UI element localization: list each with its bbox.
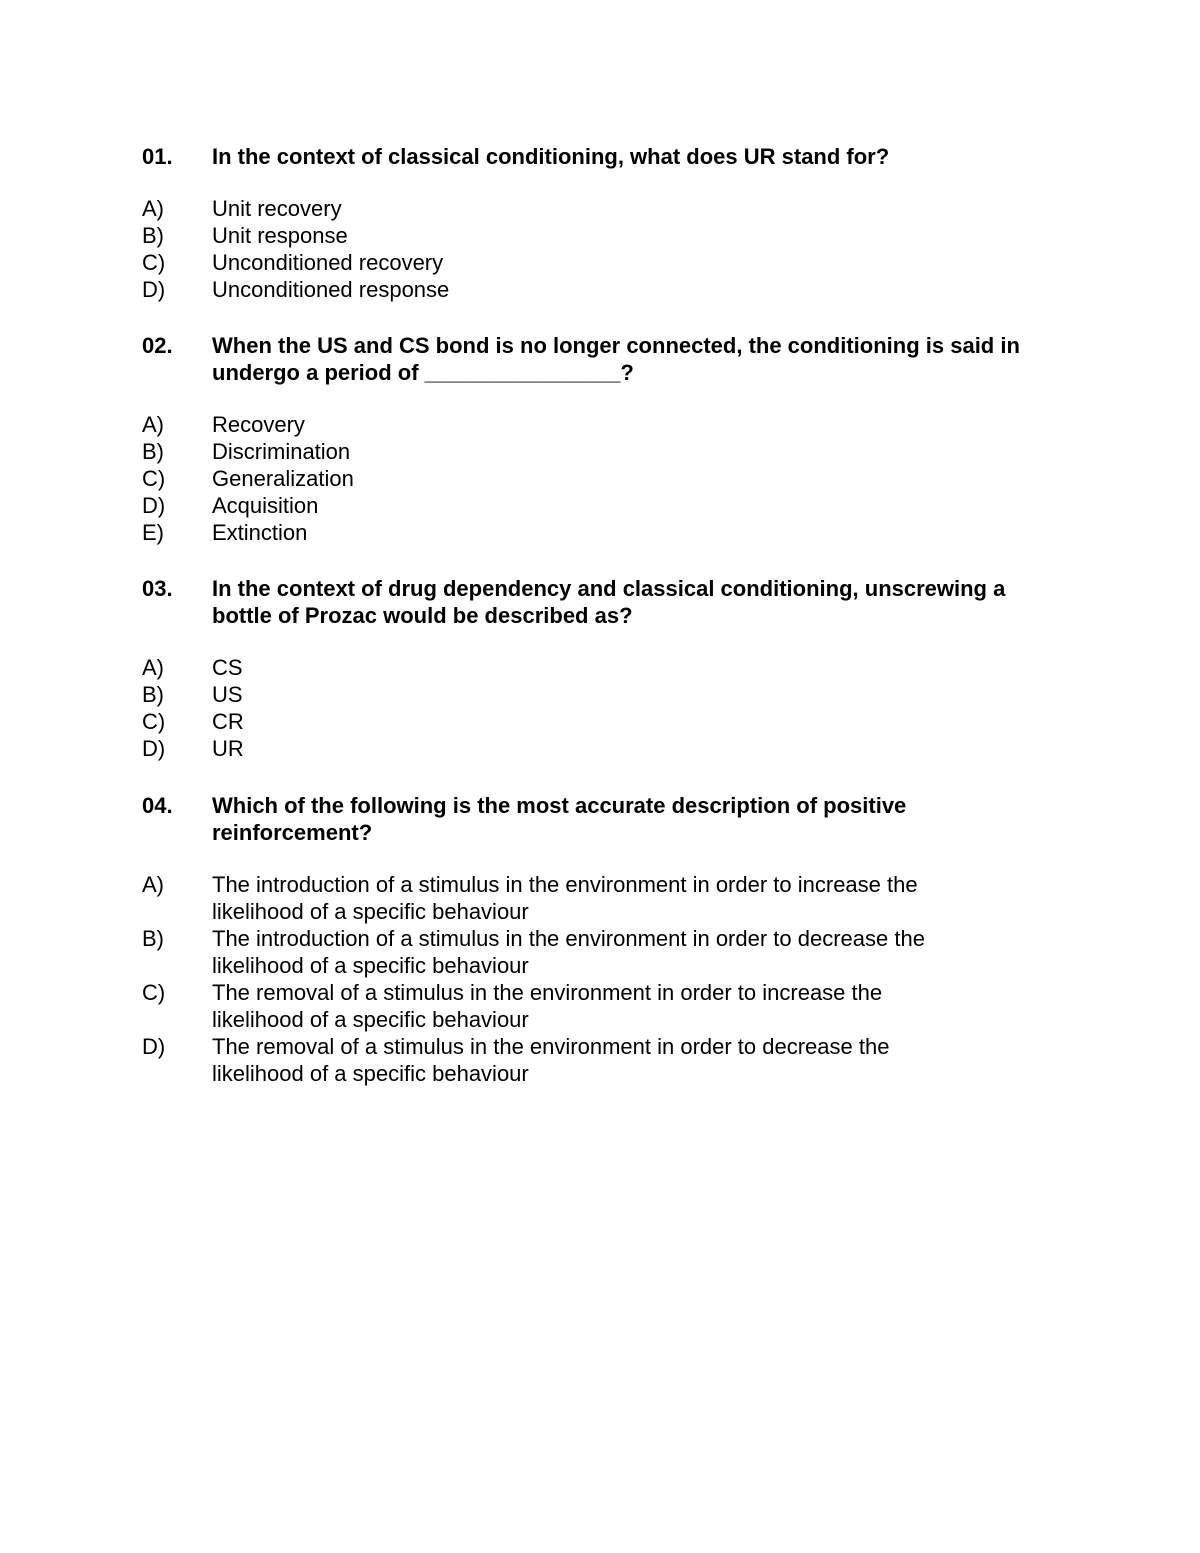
question-number: 02. — [142, 333, 173, 358]
option-text: The removal of a stimulus in the environment in order to increase the likelihood of a specific behaviour — [212, 980, 883, 1032]
question-stem — [142, 575, 1072, 629]
option-letter: B) — [142, 439, 164, 464]
option-text: Unit recovery — [212, 196, 342, 221]
option-b — [142, 438, 1072, 465]
question-number: 01. — [142, 144, 173, 169]
option-list — [142, 654, 1072, 762]
question-stem — [142, 792, 1072, 846]
question-04 — [142, 792, 1072, 1087]
option-a — [142, 411, 1072, 438]
question-text: In the context of classical conditioning, what does UR stand for? — [212, 144, 890, 169]
option-letter: A) — [142, 196, 164, 221]
option-letter: C) — [142, 980, 166, 1005]
option-letter: C) — [142, 250, 166, 275]
option-letter: D) — [142, 736, 166, 761]
option-d — [142, 735, 1072, 762]
option-d — [142, 276, 1072, 303]
option-b — [142, 681, 1072, 708]
option-letter: C) — [142, 709, 166, 734]
option-list — [142, 195, 1072, 303]
option-letter: E) — [142, 520, 164, 545]
option-text: Recovery — [212, 412, 305, 437]
question-01 — [142, 143, 1072, 303]
option-c — [142, 708, 1072, 735]
option-e — [142, 519, 1072, 546]
option-letter: A) — [142, 655, 164, 680]
option-list — [142, 871, 1072, 1087]
question-03 — [142, 575, 1072, 762]
question-stem — [142, 332, 1072, 386]
option-text: Acquisition — [212, 493, 319, 518]
question-02 — [142, 332, 1072, 546]
option-text: Generalization — [212, 466, 354, 491]
option-text: Discrimination — [212, 439, 351, 464]
option-a — [142, 195, 1072, 222]
question-text: In the context of drug dependency and classical conditioning, unscrewing a bottle of Prozac would be described as? — [212, 576, 1006, 628]
option-b — [142, 222, 1072, 249]
option-letter: C) — [142, 466, 166, 491]
option-letter: A) — [142, 412, 164, 437]
option-a — [142, 654, 1072, 681]
option-letter: B) — [142, 682, 164, 707]
option-list — [142, 411, 1072, 546]
option-text: The introduction of a stimulus in the environment in order to increase the likelihood of a specific behaviour — [212, 872, 918, 924]
option-text: The introduction of a stimulus in the environment in order to decrease the likelihood of a specific behaviour — [212, 926, 925, 978]
option-letter: B) — [142, 223, 164, 248]
option-letter: A) — [142, 872, 164, 897]
question-text: When the US and CS bond is no longer connected, the conditioning is said in undergo a period of ________________? — [212, 333, 1020, 385]
question-number: 04. — [142, 793, 173, 818]
option-text: The removal of a stimulus in the environment in order to decrease the likelihood of a specific behaviour — [212, 1034, 890, 1086]
option-a — [142, 871, 1072, 925]
option-letter: D) — [142, 1034, 166, 1059]
option-letter: D) — [142, 493, 166, 518]
option-c — [142, 979, 1072, 1033]
option-c — [142, 249, 1072, 276]
option-d — [142, 492, 1072, 519]
option-text: UR — [212, 736, 244, 761]
option-b — [142, 925, 1072, 979]
option-text: Unconditioned response — [212, 277, 450, 302]
option-text: CR — [212, 709, 244, 734]
question-stem — [142, 143, 1072, 170]
option-letter: D) — [142, 277, 166, 302]
option-text: Extinction — [212, 520, 308, 545]
option-c — [142, 465, 1072, 492]
option-text: Unconditioned recovery — [212, 250, 444, 275]
option-d — [142, 1033, 1072, 1087]
question-number: 03. — [142, 576, 173, 601]
option-text: Unit response — [212, 223, 348, 248]
question-text: Which of the following is the most accurate description of positive reinforcement? — [212, 793, 907, 845]
option-text: US — [212, 682, 243, 707]
option-letter: B) — [142, 926, 164, 951]
option-text: CS — [212, 655, 243, 680]
